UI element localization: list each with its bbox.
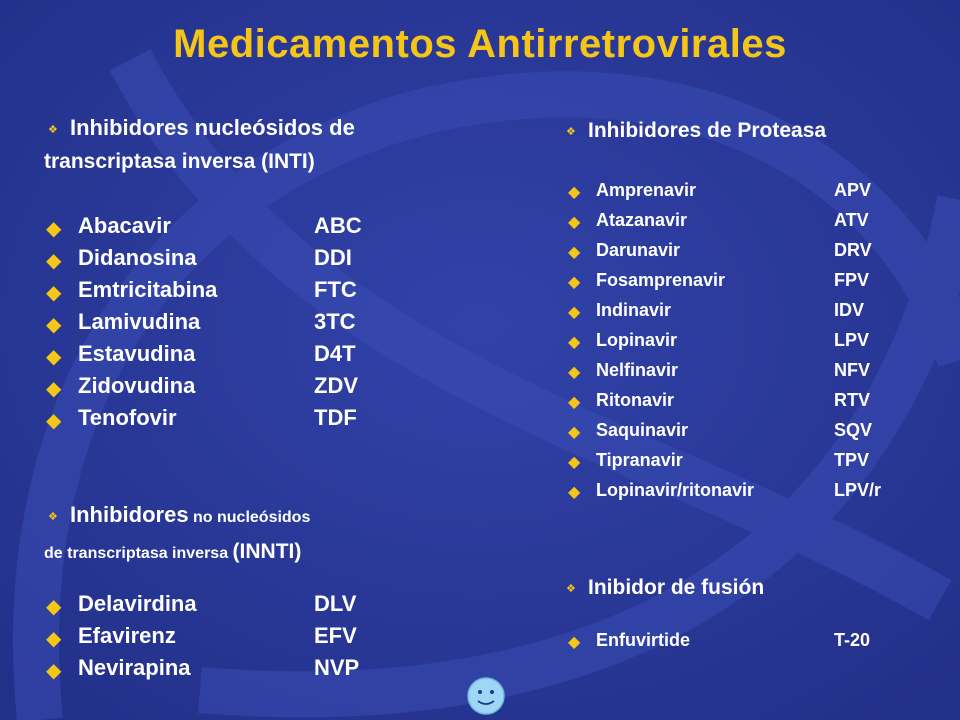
arrow-bullet-icon: ◆ [568, 334, 581, 351]
slide-title: Medicamentos Antirretrovirales [173, 22, 787, 66]
arrow-bullet-icon: ◆ [568, 214, 581, 231]
arrow-bullet-icon: ◆ [46, 218, 62, 240]
diamond-bullet-icon: ❖ [48, 511, 58, 523]
arrow-bullet-icon: ◆ [568, 484, 581, 501]
fusion-heading-label: Inibidor de fusión [588, 576, 765, 599]
drug-abbreviation: APV [834, 180, 872, 200]
drug-name: Indinavir [596, 300, 672, 320]
drug-name: Delavirdina [78, 591, 197, 616]
arrow-bullet-icon: ◆ [568, 184, 581, 201]
drug-abbreviation: DRV [834, 240, 872, 260]
inti-heading-line2: transcriptasa inversa (INTI) [44, 150, 315, 173]
drug-name: Darunavir [596, 240, 681, 260]
diamond-bullet-icon: ❖ [48, 124, 58, 136]
drug-name: Abacavir [78, 213, 171, 238]
drug-name: Saquinavir [596, 420, 689, 440]
smiley-face-icon[interactable] [466, 676, 506, 716]
drug-abbreviation: NVP [314, 655, 360, 680]
drug-abbreviation: LPV/r [834, 480, 882, 500]
arrow-bullet-icon: ◆ [46, 410, 62, 432]
protease-heading [566, 116, 826, 147]
drug-abbreviation: TDF [314, 405, 357, 430]
drug-name: Emtricitabina [78, 277, 218, 302]
innti-heading [44, 498, 310, 571]
arrow-bullet-icon: ◆ [46, 378, 62, 400]
arrow-bullet-icon: ◆ [568, 364, 581, 381]
arrow-bullet-icon: ◆ [568, 244, 581, 261]
drug-name: Zidovudina [78, 373, 196, 398]
arrow-bullet-icon: ◆ [46, 596, 62, 618]
arrow-bullet-icon: ◆ [46, 660, 62, 682]
drug-name: Fosamprenavir [596, 270, 726, 290]
protease-heading-label: Inhibidores de Proteasa [588, 119, 827, 142]
drug-abbreviation: ATV [834, 210, 869, 230]
arrow-bullet-icon: ◆ [46, 282, 62, 304]
drug-abbreviation: EFV [314, 623, 357, 648]
drug-abbreviation: IDV [834, 300, 865, 320]
innti-heading-small1: no nucleósidos [188, 509, 311, 526]
drug-abbreviation: 3TC [314, 309, 356, 334]
drug-name: Enfuvirtide [596, 630, 691, 650]
drug-name: Lopinavir/ritonavir [596, 480, 755, 500]
drug-abbreviation: FTC [314, 277, 357, 302]
arrow-bullet-icon: ◆ [46, 346, 62, 368]
drug-name: Atazanavir [596, 210, 688, 230]
drug-name: Nelfinavir [596, 360, 679, 380]
diamond-bullet-icon: ❖ [566, 583, 576, 595]
drug-abbreviation: TPV [834, 450, 870, 470]
drug-name: Efavirenz [78, 623, 176, 648]
diamond-bullet-icon: ❖ [566, 126, 576, 138]
drug-abbreviation: D4T [314, 341, 356, 366]
drug-abbreviation: ZDV [314, 373, 358, 398]
innti-heading-big: Inhibidores [70, 502, 189, 527]
arrow-bullet-icon: ◆ [568, 304, 581, 321]
arrow-bullet-icon: ◆ [568, 394, 581, 411]
innti-heading-big2: (INNTI) [232, 540, 302, 563]
drug-name: Ritonavir [596, 390, 675, 410]
drug-name: Amprenavir [596, 180, 697, 200]
drug-abbreviation: RTV [834, 390, 870, 410]
innti-heading-small2: de transcriptasa inversa [44, 545, 233, 562]
drug-name: Nevirapina [78, 655, 191, 680]
arrow-bullet-icon: ◆ [46, 250, 62, 272]
drug-abbreviation: ABC [314, 213, 362, 238]
drug-abbreviation: DDI [314, 245, 352, 270]
drug-name: Tipranavir [596, 450, 683, 470]
arrow-bullet-icon: ◆ [568, 424, 581, 441]
drug-abbreviation: NFV [834, 360, 870, 380]
drug-abbreviation: SQV [834, 420, 873, 440]
drug-name: Lopinavir [596, 330, 678, 350]
drug-abbreviation: T-20 [834, 630, 871, 650]
drug-name: Didanosina [78, 245, 197, 270]
inti-heading [44, 112, 355, 178]
arrow-bullet-icon: ◆ [46, 628, 62, 650]
drug-abbreviation: FPV [834, 270, 870, 290]
fusion-heading [566, 573, 764, 604]
arrow-bullet-icon: ◆ [568, 454, 581, 471]
inti-heading-line1: Inhibidores nucleósidos de [70, 115, 355, 140]
drug-abbreviation: DLV [314, 591, 357, 616]
arrow-bullet-icon: ◆ [568, 274, 581, 291]
arrow-bullet-icon: ◆ [568, 634, 581, 651]
drug-name: Lamivudina [78, 309, 201, 334]
drug-name: Estavudina [78, 341, 196, 366]
drug-abbreviation: LPV [834, 330, 870, 350]
arrow-bullet-icon: ◆ [46, 314, 62, 336]
drug-name: Tenofovir [78, 405, 177, 430]
